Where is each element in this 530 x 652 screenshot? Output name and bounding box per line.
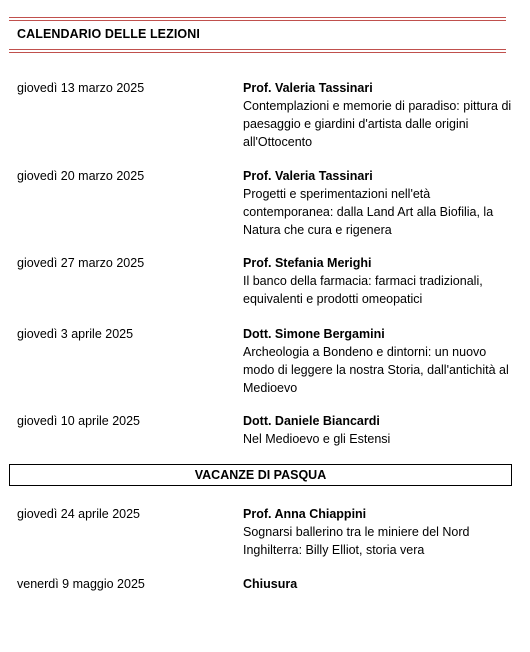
lesson-date: giovedì 10 aprile 2025: [17, 414, 141, 428]
lesson-speaker: Dott. Daniele Biancardi: [243, 414, 380, 428]
lesson-topic: Sognarsi ballerino tra le miniere del Nord Inghilterra: Billy Elliot, storia vera: [243, 525, 470, 557]
lesson-date: giovedì 13 marzo 2025: [17, 81, 145, 95]
rule-top-thick: [9, 17, 506, 18]
lesson-details: [243, 79, 518, 151]
rule-bottom-thick: [9, 49, 506, 50]
lesson-speaker: Prof. Valeria Tassinari: [243, 81, 373, 95]
lesson-speaker: Prof. Valeria Tassinari: [243, 169, 373, 183]
lesson-date: venerdì 9 maggio 2025: [17, 577, 145, 591]
lesson-topic: Nel Medioevo e gli Estensi: [243, 432, 391, 446]
lesson-speaker: Prof. Stefania Merighi: [243, 256, 372, 270]
rule-top-thin: [9, 20, 506, 21]
lesson-date: giovedì 27 marzo 2025: [17, 256, 145, 270]
lesson-details: [243, 167, 518, 239]
lesson-date: giovedì 20 marzo 2025: [17, 169, 145, 183]
lesson-date: giovedì 3 aprile 2025: [17, 327, 134, 341]
lesson-details: [243, 412, 518, 448]
lesson-date: giovedì 24 aprile 2025: [17, 507, 141, 521]
lesson-topic: Archeologia a Bondeno e dintorni: un nuovo modo di leggere la nostra Storia, dall'antichità al Medioevo: [243, 345, 509, 395]
lesson-details: [243, 505, 518, 559]
lesson-speaker: Prof. Anna Chiappini: [243, 507, 367, 521]
lesson-details: [243, 325, 518, 397]
holiday-break-box: VACANZE DI PASQUA: [9, 464, 512, 486]
lesson-speaker: Chiusura: [243, 577, 298, 591]
lesson-topic: Progetti e sperimentazioni nell'età contemporanea: dalla Land Art alla Biofilia, la Natura che cura e rigenera: [243, 187, 494, 237]
rule-bottom-thin: [9, 52, 506, 53]
lesson-topic: Il banco della farmacia: farmaci tradizionali, equivalenti e prodotti omeopatici: [243, 274, 483, 306]
lesson-topic: Contemplazioni e memorie di paradiso: pittura di paesaggio e giardini d'artista dalle origini all'Ottocento: [243, 99, 512, 149]
lesson-speaker: Dott. Simone Bergamini: [243, 327, 385, 341]
lesson-details: [243, 575, 518, 593]
lesson-details: [243, 254, 518, 308]
section-heading: CALENDARIO DELLE LEZIONI: [17, 27, 200, 41]
